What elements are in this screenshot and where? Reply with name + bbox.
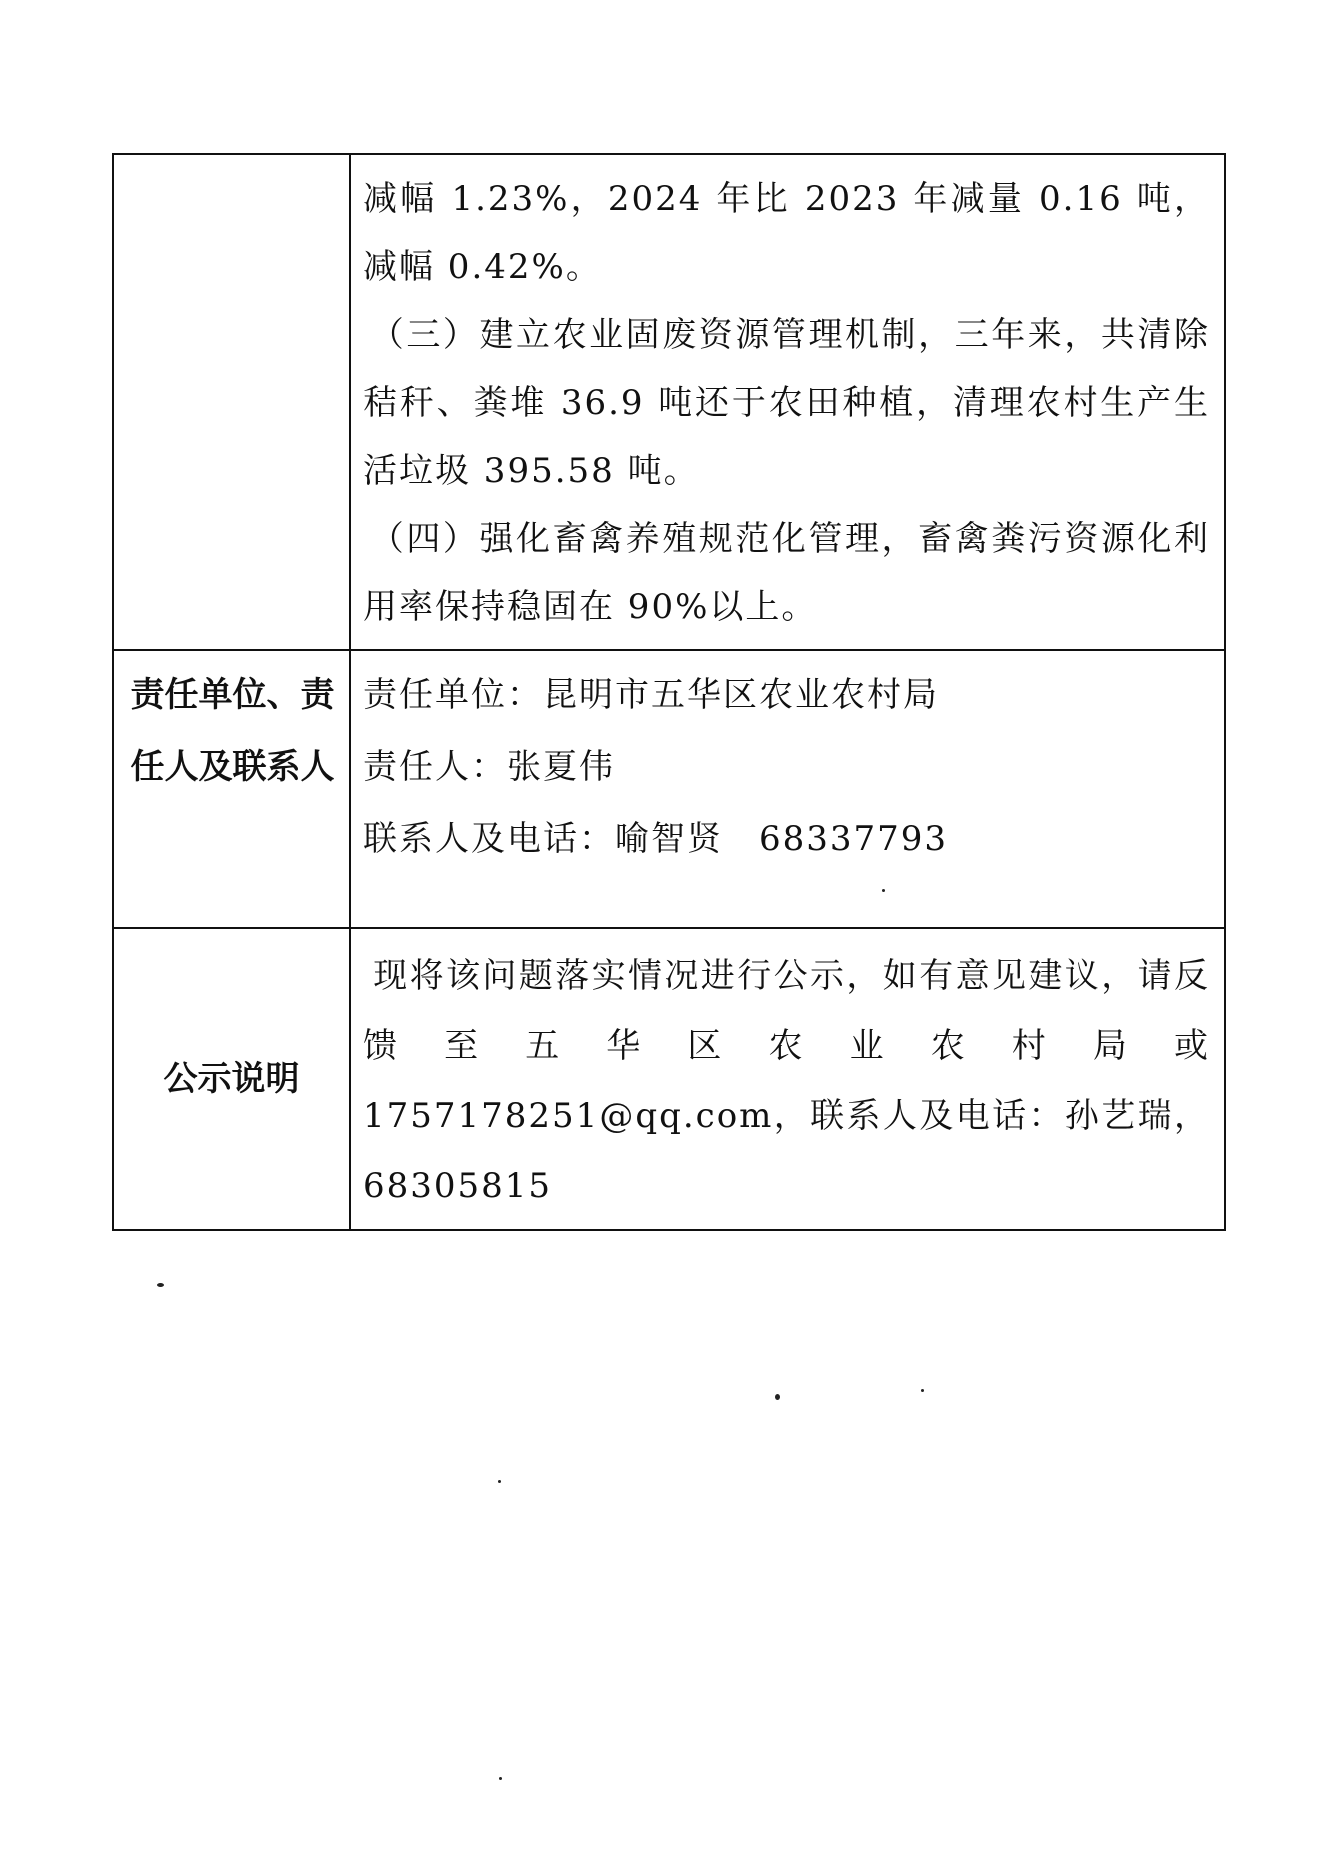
contact-person: 联系人及电话：喻智贤 68337793 <box>363 819 949 859</box>
row-label-empty <box>113 154 350 650</box>
measures-cell <box>350 154 1225 650</box>
table-row <box>113 928 1225 1230</box>
paragraph-livestock: （四）强化畜禽养殖规范化管理，畜禽粪污资源化利用率保持稳固在 90%以上。 <box>363 519 1210 627</box>
paragraph-solid-waste: （三）建立农业固废资源管理机制，三年来，共清除秸秆、粪堆 36.9 吨还于农田种植，清理农村生产生活垃圾 395.58 吨。 <box>363 315 1210 491</box>
scan-speck <box>499 1777 502 1780</box>
notice-cell <box>350 928 1225 1230</box>
notice-text: 现将该问题落实情况进行公示，如有意见建议，请反馈至五华区农业农村局或 1757178251@qq.com，联系人及电话：孙艺瑞，68305815 <box>363 956 1210 1206</box>
table-row <box>113 650 1225 928</box>
rectification-table <box>112 153 1226 1231</box>
scan-speck <box>882 889 885 892</box>
responsible-cell <box>350 650 1225 928</box>
paragraph-reduction: 减幅 1.23%，2024 年比 2023 年减量 0.16 吨，减幅 0.42%。 <box>363 179 1210 287</box>
scan-speck <box>921 1389 924 1392</box>
scan-speck <box>157 1283 164 1287</box>
notice-label: 公示说明 <box>113 928 350 1230</box>
responsible-unit: 责任单位：昆明市五华区农业农村局 <box>363 675 939 715</box>
scan-speck <box>498 1480 501 1483</box>
responsible-person: 责任人：张夏伟 <box>363 747 615 787</box>
scan-speck <box>775 1394 780 1400</box>
table-row <box>113 154 1225 650</box>
responsible-label: 责任单位、责任人及联系人 <box>113 650 350 928</box>
